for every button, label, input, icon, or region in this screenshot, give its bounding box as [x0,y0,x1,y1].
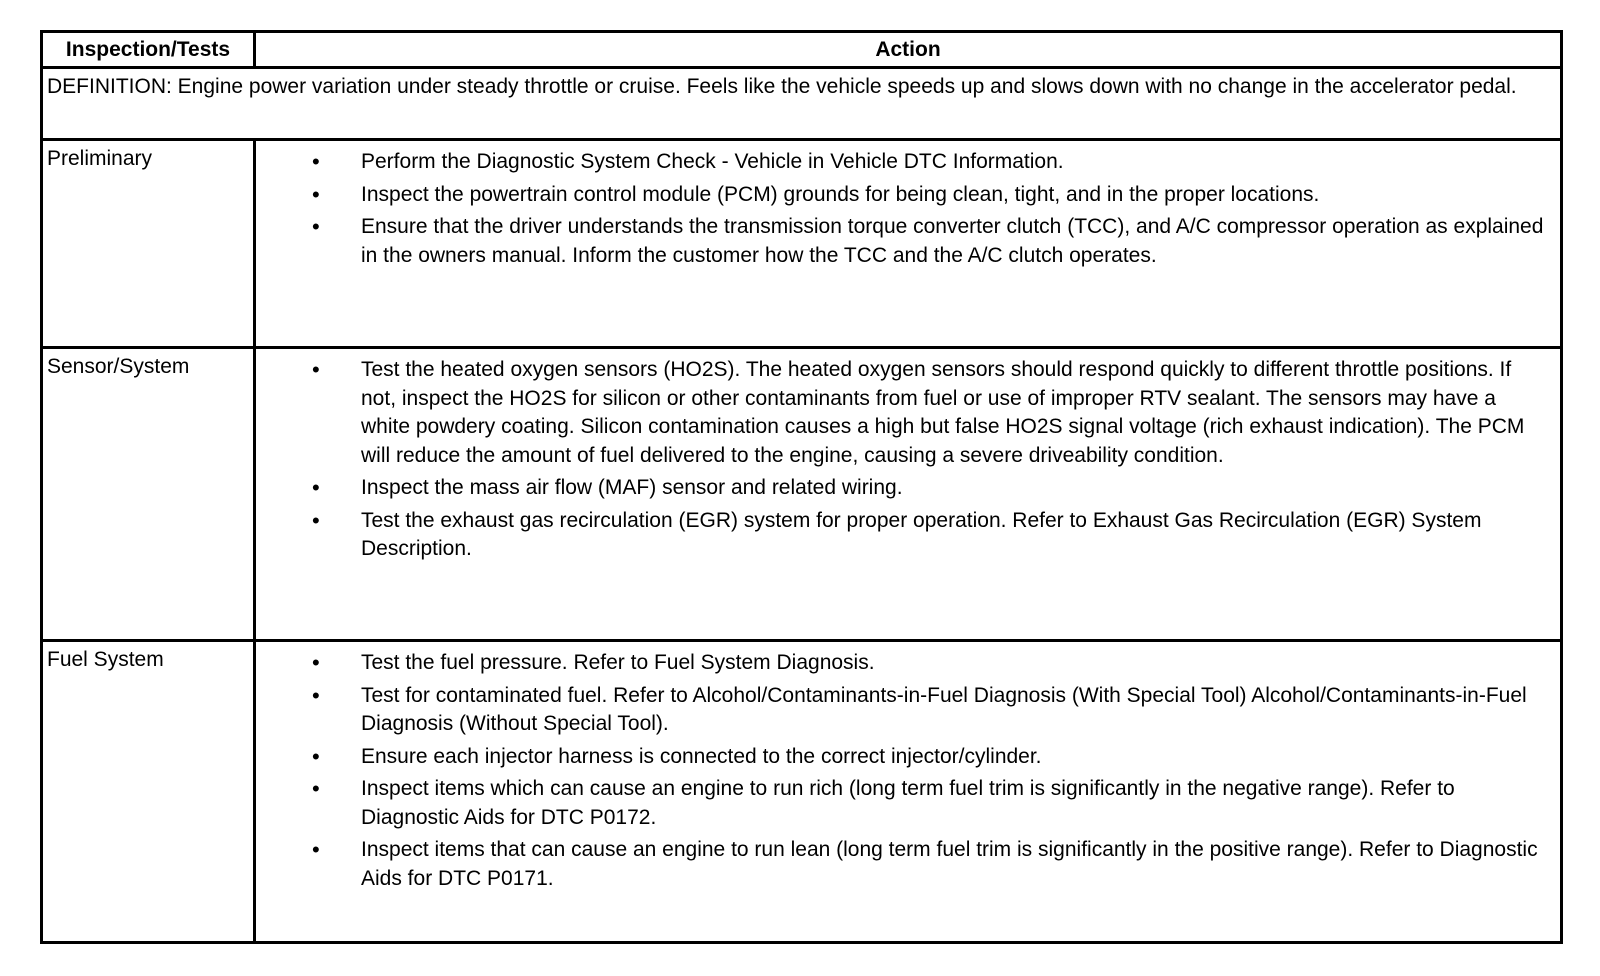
column-header-inspection: Inspection/Tests [42,32,255,68]
action-cell-fuel-system [255,641,1562,943]
table-header-row [42,32,1562,68]
action-list-preliminary [256,148,1550,270]
action-cell-preliminary [255,140,1562,348]
definition-text: DEFINITION: Engine power variation under steady throttle or cruise. Feels like the vehicle speeds up and slows down with no change in the accelerator pedal. [42,68,1562,140]
row-label-fuel-system: Fuel System [42,641,255,943]
list-item: • Test the heated oxygen sensors (HO2S). The heated oxygen sensors should respond quickly to different throttle positions. If not, inspect the HO2S for silicon or other contaminants from fuel or use of improper RTV sealant. The sensors may have a white powdery coating. Silicon contamination causes a high but false HO2S signal voltage (rich exhaust indication). The PCM will reduce the amount of fuel delivered to the engine, causing a severe driveability condition. [256,356,1550,470]
row-label-sensor-system: Sensor/System [42,348,255,641]
list-item: • Inspect the mass air flow (MAF) sensor and related wiring. [256,474,1550,503]
list-item: • Ensure that the driver understands the transmission torque converter clutch (TCC), and A/C compressor operation as explained in the owners manual. Inform the customer how the TCC and the A/C clutch operates. [256,213,1550,270]
list-item: • Ensure each injector harness is connected to the correct injector/cylinder. [256,743,1550,772]
column-header-action: Action [255,32,1562,68]
list-item: • Test the exhaust gas recirculation (EGR) system for proper operation. Refer to Exhaust Gas Recirculation (EGR) System Description. [256,507,1550,564]
list-item: • Test the fuel pressure. Refer to Fuel System Diagnosis. [256,649,1550,678]
table-row-fuel-system [42,641,1562,943]
list-item: • Inspect the powertrain control module (PCM) grounds for being clean, tight, and in the proper locations. [256,181,1550,210]
list-item: • Perform the Diagnostic System Check - Vehicle in Vehicle DTC Information. [256,148,1550,177]
list-item: • Inspect items that can cause an engine to run lean (long term fuel trim is significantly in the positive range). Refer to Diagnostic Aids for DTC P0171. [256,836,1550,893]
action-list-sensor-system [256,356,1550,564]
table-row-preliminary [42,140,1562,348]
action-list-fuel-system [256,649,1550,893]
definition-row [42,68,1562,140]
table-row-sensor-system [42,348,1562,641]
list-item: • Test for contaminated fuel. Refer to Alcohol/Contaminants-in-Fuel Diagnosis (With Special Tool) Alcohol/Contaminants-in-Fuel Diagnosis (Without Special Tool). [256,682,1550,739]
diagnosis-table [40,30,1563,944]
list-item: • Inspect items which can cause an engine to run rich (long term fuel trim is significantly in the negative range). Refer to Diagnostic Aids for DTC P0172. [256,775,1550,832]
action-cell-sensor-system [255,348,1562,641]
row-label-preliminary: Preliminary [42,140,255,348]
